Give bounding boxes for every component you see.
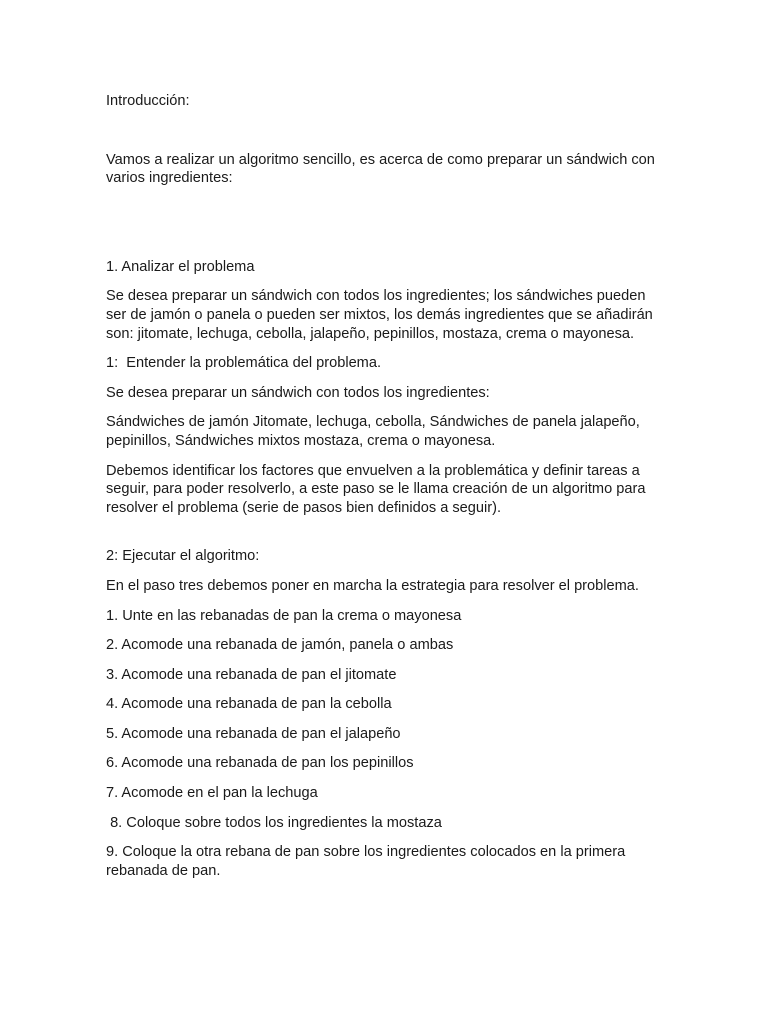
list-item: 3. Acomode una rebanada de pan el jitomate	[106, 666, 397, 683]
step2-text: En el paso tres debemos poner en marcha la estrategia para resolver el problema.	[106, 577, 639, 594]
list-item: 7. Acomode en el pan la lechuga	[106, 785, 318, 802]
list-item: 4. Acomode una rebanada de pan la cebolla	[106, 696, 392, 713]
step1-text: Se desea preparar un sándwich con todos los ingredientes; los sándwiches pueden ser de jamón o panela o pueden ser mixtos, los demás ingredientes que se añadirán son: jitomate, lechuga, cebolla, jalapeño, pepinillos, mostaza, crema o mayonesa.	[106, 288, 657, 342]
step1-heading: 1. Analizar el problema	[106, 258, 255, 275]
step2-heading: 2: Ejecutar el algoritmo:	[106, 548, 260, 565]
step1b-text1: Se desea preparar un sándwich con todos los ingredientes:	[106, 384, 490, 401]
step1b-heading: 1: Entender la problemática del problema.	[106, 355, 382, 372]
list-item: 8. Coloque sobre todos los ingredientes la mostaza	[106, 814, 442, 831]
document-page	[106, 92, 666, 880]
list-item: 2. Acomode una rebanada de jamón, panela o ambas	[106, 637, 454, 654]
intro-heading: Introducción:	[106, 93, 190, 109]
list-item: 5. Acomode una rebanada de pan el jalapeño	[106, 725, 401, 742]
step1b-text2: Sándwiches de jamón Jitomate, lechuga, cebolla, Sándwiches de panela jalapeño, pepinillos, Sándwiches mixtos mostaza, crema o mayonesa.	[106, 414, 644, 449]
step1b-text3: Debemos identificar los factores que envuelven a la problemática y definir tareas a seguir, para poder resolverlo, a este paso se le llama creación de un algoritmo para resolver el problema (serie de pasos bien definidos a seguir).	[106, 462, 650, 516]
list-item: 1. Unte en las rebanadas de pan la crema o mayonesa	[106, 607, 462, 624]
intro-text: Vamos a realizar un algoritmo sencillo, es acerca de como preparar un sándwich con varios ingredientes:	[106, 151, 659, 187]
list-item: 6. Acomode una rebanada de pan los pepinillos	[106, 755, 414, 772]
list-item: 9. Coloque la otra rebana de pan sobre los ingredientes colocados en la primera rebanada de pan.	[106, 844, 630, 879]
